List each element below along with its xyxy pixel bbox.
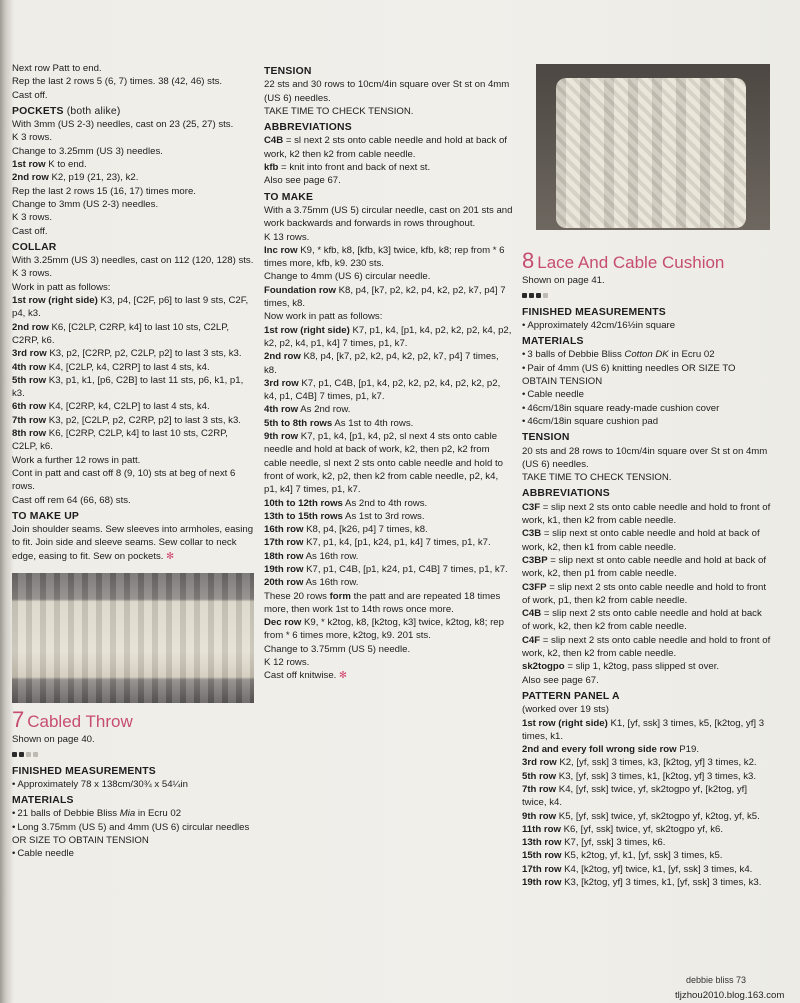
row-text: K7, p1, k4, [p1, k4, p2, sl next 4 sts onto cable needle and hold at back of work, k2, then p2, k2 from cable needle, sl next 2 sts onto cable needle and hold to front of work, k2, p2, then k2 from cable needle, p2, k4, p1, k4] 7 times, p1, k7. <box>264 431 503 496</box>
row-text: K6, [C2LP, C2RP, k4] to last 10 sts, C2LP, C2RP, k6. <box>12 321 230 346</box>
text-span: Cast off knitwise. <box>264 670 337 682</box>
row-label: 9th row <box>264 431 299 443</box>
row-label: 8th row <box>12 428 47 440</box>
row-label: 20th row <box>264 577 304 589</box>
row-label: 7th row <box>522 783 557 795</box>
row-text: P19. <box>676 744 700 756</box>
yarn-name: Mia <box>119 808 136 820</box>
abbr-label: C4F <box>522 634 541 646</box>
row-instruction <box>264 550 514 563</box>
row-label: 2nd row <box>12 321 49 333</box>
list-item: • Pair of 4mm (US 6) knitting needles OR SIZE TO OBTAIN TENSION <box>522 362 772 389</box>
cushion-image <box>556 78 746 228</box>
row-label: 13th to 15th rows <box>264 510 343 522</box>
text-line: (worked over 19 sts) <box>522 704 609 716</box>
abbreviation-item <box>522 634 772 661</box>
row-label: 1st row (right side) <box>522 717 608 729</box>
row-label: 13th row <box>522 837 562 849</box>
row-instruction <box>12 374 254 401</box>
abbreviation-item <box>522 501 772 528</box>
row-label: 1st row <box>12 159 46 171</box>
difficulty-rating-icon <box>522 289 550 295</box>
row-instruction <box>264 536 514 549</box>
row-label: 5th row <box>522 770 557 782</box>
row-instruction <box>264 497 514 510</box>
row-label: 6th row <box>12 401 47 413</box>
row-text: K4, [yf, ssk] twice, yf, sk2togpo yf, [k2tog, yf] twice, k4. <box>522 783 748 809</box>
column-right <box>522 250 772 889</box>
difficulty-rating-icon <box>12 748 40 754</box>
row-instruction <box>12 414 254 427</box>
row-instruction <box>264 324 514 351</box>
row-label: Inc row <box>264 244 298 256</box>
abbreviation-item <box>522 607 772 634</box>
abbr-text: = knit into front and back of next st. <box>278 162 431 174</box>
row-instruction <box>12 294 254 321</box>
abbr-label: sk2togpo <box>522 661 565 673</box>
row-text: K9, * kfb, k8, [kfb, k3] twice, kfb, k8; rep from * 6 times more, kfb, k9. 230 sts. <box>264 244 505 270</box>
row-label: 3rd row <box>264 377 299 389</box>
list-item: • Cable needle <box>522 388 772 401</box>
text-span: form <box>329 590 351 602</box>
list-item: • 46cm/18in square ready-made cushion cover <box>522 402 772 415</box>
row-instruction <box>12 158 254 171</box>
page-number: 73 <box>736 975 747 985</box>
row-instruction <box>264 417 514 430</box>
row-instruction <box>522 849 772 862</box>
row-text: K6, [yf, ssk] twice, yf, sk2togpo yf, k6. <box>560 823 724 835</box>
row-instruction <box>264 576 514 589</box>
row-label: 19th row <box>522 877 562 889</box>
row-instruction <box>522 743 772 756</box>
section-heading-collar: COLLAR <box>12 241 57 253</box>
row-instruction <box>522 783 772 810</box>
row-instruction <box>12 361 254 374</box>
text-span: the patt and are repeated 18 times more, then work 1st to 14th rows once more. <box>264 590 501 615</box>
row-instruction <box>12 171 254 184</box>
lace-cable-cushion-photo <box>536 64 770 230</box>
abbr-text: = slip next 2 sts onto cable needle and hold to front of work, p1, then k2 from cable needle. <box>522 581 767 606</box>
row-label: 9th row <box>522 810 557 822</box>
section-heading-make-up: TO MAKE UP <box>12 510 80 522</box>
row-text: As 16th row. <box>303 550 359 562</box>
row-label: 2nd row <box>264 351 301 363</box>
abbr-label: C4B <box>522 608 542 620</box>
row-text: K4, [C2RP, k4, C2LP] to last 4 sts, k4. <box>46 401 210 413</box>
row-label: 1st row (right side) <box>264 324 350 336</box>
section-heading-abbreviations: ABBREVIATIONS <box>264 122 352 134</box>
row-text: As 1st to 4th rows. <box>332 417 414 429</box>
section-heading-abbreviations: ABBREVIATIONS <box>522 488 610 500</box>
row-text: K2, p19 (21, 23), k2. <box>48 172 139 184</box>
row-label: 7th row <box>12 414 47 426</box>
text-line: K 13 rows. <box>264 231 310 243</box>
row-text: K7, [yf, ssk] 3 times, k6. <box>561 837 666 849</box>
row-text: K9, * k2tog, k8, [k2tog, k3] twice, k2tog, k8; rep from * 6 times more, k2tog, k9. 201 sts. <box>264 617 504 642</box>
row-text: K4, [C2LP, k4, C2RP] to last 4 sts, k4. <box>46 361 210 373</box>
abbr-label: C3F <box>522 501 541 513</box>
list-item: • Cable needle <box>12 847 254 860</box>
text-line: TAKE TIME TO CHECK TENSION. <box>264 105 414 117</box>
row-text: As 2nd to 4th rows. <box>342 497 428 509</box>
row-text: As 2nd row. <box>298 404 351 416</box>
row-instruction <box>264 563 514 576</box>
row-label: 4th row <box>12 361 47 373</box>
row-label: 10th to 12th rows <box>264 497 343 509</box>
text-line: Change to 3.25mm (US 3) needles. <box>12 145 163 157</box>
section-heading-materials: MATERIALS <box>12 795 74 807</box>
pattern-title-7 <box>12 706 254 733</box>
row-instruction <box>522 717 772 744</box>
abbr-label: kfb <box>264 162 279 174</box>
row-text: K7, p1, C4B, [p1, k4, p2, k2, p2, k4, p2, k2, p2, k4, p1, C4B] 7 times, p1, k7. <box>264 377 501 403</box>
row-label: 2nd row <box>12 172 49 184</box>
abbr-text: = slip next st onto cable needle and hold at back of work, k2, then p1 from cable needle. <box>522 554 767 580</box>
row-text: As 16th row. <box>303 577 359 589</box>
row-text: K3, p2, [C2LP, p2, C2RP, p2] to last 3 sts, k3. <box>46 414 241 426</box>
row-instruction <box>522 876 772 889</box>
row-instruction <box>264 284 514 311</box>
row-label: 3rd row <box>522 757 557 769</box>
row-instruction <box>522 823 772 836</box>
list-item: • 46cm/18in square cushion pad <box>522 415 772 428</box>
abbr-text: = sl next 2 sts onto cable needle and hold at back of work, k2 then k2 from cable needle. <box>264 135 507 160</box>
row-instruction <box>522 836 772 849</box>
pattern-name: Lace And Cable Cushion <box>537 253 725 272</box>
text-line: 20 sts and 28 rows to 10cm/4in square over St st on 4mm (US 6) needles. <box>522 445 768 470</box>
heading-note: (both alike) <box>63 105 121 117</box>
text-line: Next row Patt to end. <box>12 63 102 74</box>
row-text: K6, [C2RP, C2LP, k4] to last 10 sts, C2RP, C2LP, k6. <box>12 428 228 453</box>
row-instruction <box>264 430 514 496</box>
text-span: in Ecru 02 <box>668 349 715 361</box>
row-label: 5th to 8th rows <box>264 417 333 429</box>
row-instruction <box>522 770 772 783</box>
row-text: K1, [yf, ssk] 3 times, k5, [k2tog, yf] 3 times, k1. <box>522 717 765 742</box>
column-left <box>12 62 254 861</box>
row-text: K8, p4, [k26, p4] 7 times, k8. <box>303 524 428 536</box>
row-label: 19th row <box>264 563 304 575</box>
section-heading-materials: MATERIALS <box>522 336 584 348</box>
row-text: As 1st to 3rd rows. <box>342 510 425 522</box>
text-line <box>264 669 514 682</box>
row-text: K3, p4, [C2F, p6] to last 9 sts, C2F, p4, k3. <box>12 295 249 320</box>
text-line: Cast off rem 64 (66, 68) sts. <box>12 494 131 506</box>
pattern-number: 7 <box>12 706 25 732</box>
text-line: Rep the last 2 rows 15 (16, 17) times more. <box>12 185 196 197</box>
text-line: Shown on page 41. <box>522 275 605 286</box>
row-text: K7, p1, k4, [p1, k4, p2, k2, p2, k4, p2, k2, p2, k4, p1, k4] 7 times, p1, k7. <box>264 324 512 349</box>
list-item <box>12 807 254 820</box>
text-line: Also see page 67. <box>264 175 341 187</box>
row-instruction <box>12 427 254 454</box>
abbr-text: = slip next 2 sts onto cable needle and hold to front of work, k2, then k2 from cable needle. <box>522 634 771 660</box>
row-text: K3, p1, k1, [p6, C2B] to last 11 sts, p6, k1, p1, k3. <box>12 374 244 400</box>
row-label: 4th row <box>264 404 299 416</box>
section-heading-tension: TENSION <box>264 66 312 77</box>
abbr-text: = slip next 2 sts onto cable needle and hold to front of work, k1, then k2 from cable needle. <box>522 501 771 527</box>
text-span: 21 balls of Debbie Bliss <box>17 808 120 820</box>
text-line: Work in patt as follows: <box>12 281 111 293</box>
text-line: Work a further 12 rows in patt. <box>12 454 141 466</box>
row-text: K3, [yf, ssk] 3 times, k1, [k2tog, yf] 3 times, k3. <box>556 770 757 782</box>
text-line: Now work in patt as follows: <box>264 311 383 323</box>
text-line: K 3 rows. <box>12 132 52 144</box>
row-text: K3, p2, [C2RP, p2, C2LP, p2] to last 3 sts, k3. <box>46 348 242 360</box>
row-instruction <box>12 400 254 413</box>
end-mark-icon: ✻ <box>166 550 175 562</box>
heading-text: POCKETS <box>12 105 64 117</box>
row-instruction <box>12 321 254 348</box>
row-label: 15th row <box>522 850 562 862</box>
text-line: Change to 4mm (US 6) circular needle. <box>264 271 431 283</box>
abbreviation-item <box>522 660 772 673</box>
list-item: • Approximately 42cm/16½in square <box>522 319 772 332</box>
abbreviation-item <box>264 134 514 161</box>
row-instruction <box>264 616 514 643</box>
abbreviation-item <box>264 161 514 174</box>
text-line: 22 sts and 30 rows to 10cm/4in square over St st on 4mm (US 6) needles. <box>264 79 510 104</box>
footer-brand: debbie bliss <box>686 975 734 985</box>
abbr-text: = slip 1, k2tog, pass slipped st over. <box>564 661 720 673</box>
cabled-throw-photo <box>12 573 254 703</box>
section-heading-finished-measurements: FINISHED MEASUREMENTS <box>522 306 666 318</box>
abbr-text: = slip next 2 sts onto cable needle and hold at back of work, k2, then k2 from cable needle. <box>522 608 762 633</box>
text-span: Join shoulder seams. Sew sleeves into armholes, easing to fit. Join side and sleeve seams. Sew collar to neck edge, easing to fit. Sew on pockets. <box>12 524 254 562</box>
pattern-number: 8 <box>522 248 535 273</box>
section-heading-tension: TENSION <box>522 432 570 444</box>
row-instruction <box>12 347 254 360</box>
text-line: K 3 rows. <box>12 212 52 224</box>
text-line: With 3.25mm (US 3) needles, cast on 112 (120, 128) sts. <box>12 255 254 267</box>
text-span: in Ecru 02 <box>135 808 182 820</box>
text-line: With a 3.75mm (US 5) circular needle, cast on 201 sts and work backwards and forwards in rows throughout. <box>264 204 513 230</box>
text-line: Change to 3mm (US 2-3) needles. <box>12 198 159 210</box>
row-text: K8, p4, [k7, p2, k2, p4, k2, p2, k7, p4] 7 times, k8. <box>264 284 506 310</box>
row-label: Foundation row <box>264 284 336 296</box>
row-label: 11th row <box>522 823 561 835</box>
row-label: 1st row (right side) <box>12 295 98 307</box>
text-line: With 3mm (US 2-3) needles, cast on 23 (25, 27) sts. <box>12 119 234 131</box>
row-instruction <box>522 863 772 876</box>
abbreviation-item <box>522 527 772 554</box>
row-label: 18th row <box>264 550 304 562</box>
row-instruction <box>264 377 514 404</box>
row-text: K to end. <box>45 159 87 171</box>
list-item: • Long 3.75mm (US 5) and 4mm (US 6) circular needles OR SIZE TO OBTAIN TENSION <box>12 821 254 848</box>
text-line: TAKE TIME TO CHECK TENSION. <box>522 472 672 484</box>
row-instruction <box>264 403 514 416</box>
text-line: K 12 rows. <box>264 657 310 669</box>
abbreviation-item <box>522 581 772 608</box>
text-line: Cast off. <box>12 225 48 237</box>
text-line: Cast off. <box>12 89 48 101</box>
column-middle <box>264 62 514 683</box>
row-text: K7, p1, k4, [p1, k24, p1, k4] 7 times, p1, k7. <box>303 537 491 549</box>
section-heading-pattern-panel-a: PATTERN PANEL A <box>522 690 620 702</box>
text-span: 3 balls of Debbie Bliss <box>527 349 625 361</box>
text-line: Cont in patt and cast off 8 (9, 10) sts at beg of next 6 rows. <box>12 467 236 493</box>
row-label: 17th row <box>264 537 304 549</box>
row-instruction <box>522 756 772 769</box>
row-text: K3, [k2tog, yf] 3 times, k1, [yf, ssk] 3 times, k3. <box>561 877 762 889</box>
row-text: K8, p4, [k7, p2, k2, p4, k2, p2, k7, p4] 7 times, k8. <box>264 351 499 376</box>
row-label: 5th row <box>12 374 47 386</box>
text-span: These 20 rows <box>264 590 330 602</box>
row-label: 3rd row <box>12 348 47 360</box>
section-heading-pockets <box>12 105 254 118</box>
end-mark-icon: ✻ <box>339 670 348 682</box>
page-footer <box>686 975 746 985</box>
row-text: K4, [k2tog, yf] twice, k1, [yf, ssk] 3 times, k4. <box>561 863 753 875</box>
abbreviation-item <box>522 554 772 581</box>
text-line <box>12 523 254 563</box>
text-line: Shown on page 40. <box>12 733 95 745</box>
pattern-title-8 <box>522 250 772 274</box>
row-instruction <box>264 510 514 523</box>
text-line: Change to 3.75mm (US 5) needle. <box>264 643 411 655</box>
row-instruction <box>264 523 514 536</box>
abbr-label: C3FP <box>522 581 547 593</box>
yarn-name: Cotton DK <box>624 349 669 361</box>
list-item: • Approximately 78 x 138cm/30¾ x 54¼in <box>12 778 254 791</box>
section-heading-to-make: TO MAKE <box>264 191 314 203</box>
section-heading-finished-measurements: FINISHED MEASUREMENTS <box>12 765 156 777</box>
watermark-url: tljzhou2010.blog.163.com <box>675 990 785 1001</box>
row-instruction <box>264 350 514 377</box>
row-label: 17th row <box>522 863 562 875</box>
row-instruction <box>264 244 514 271</box>
text-line: Rep the last 2 rows 5 (6, 7) times. 38 (42, 46) sts. <box>12 76 223 88</box>
text-line: Also see page 67. <box>522 674 599 686</box>
abbr-label: C3BP <box>522 554 548 566</box>
text-line <box>264 590 514 617</box>
row-label: Dec row <box>264 617 302 629</box>
row-label: 2nd and every foll wrong side row <box>522 744 677 756</box>
row-instruction <box>522 810 772 823</box>
row-text: K5, [yf, ssk] twice, yf, sk2togpo yf, k2tog, yf, k5. <box>556 810 760 822</box>
text-line: K 3 rows. <box>12 268 52 280</box>
abbr-text: = slip next st onto cable needle and hold at back of work, k2, then k1 from cable needle. <box>522 528 760 553</box>
row-label: 16th row <box>264 524 304 536</box>
abbr-label: C3B <box>522 528 542 540</box>
row-text: K2, [yf, ssk] 3 times, k3, [k2tog, yf] 3 times, k2. <box>556 757 757 769</box>
row-text: K7, p1, C4B, [p1, k24, p1, C4B] 7 times, p1, k7. <box>303 563 508 575</box>
row-text: K5, k2tog, yf, k1, [yf, ssk] 3 times, k5. <box>561 850 723 862</box>
abbr-label: C4B <box>264 135 284 147</box>
pattern-name: Cabled Throw <box>27 711 133 731</box>
list-item <box>522 348 772 361</box>
